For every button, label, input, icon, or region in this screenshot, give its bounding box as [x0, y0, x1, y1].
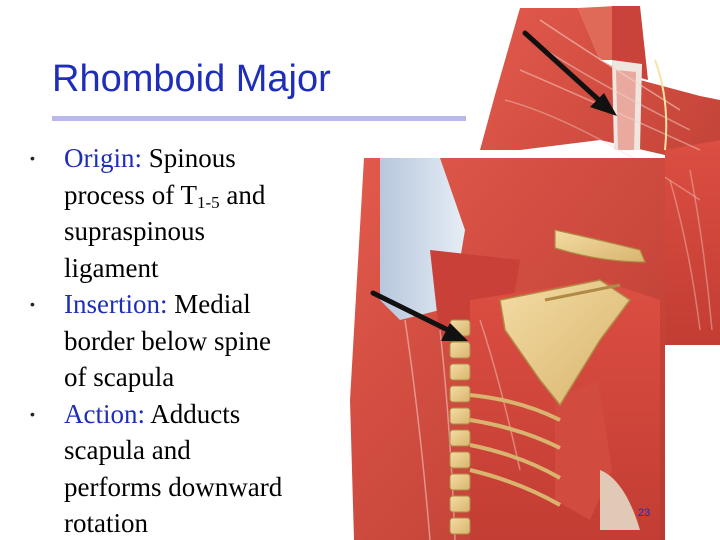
bullet-dot-icon: • [30, 296, 35, 312]
bullet-line: performs downward [64, 471, 283, 502]
vertebra-range-subscript: 1-5 [196, 192, 220, 212]
bullet-line: border below spine [64, 325, 271, 356]
bullet-line: scapula and [64, 435, 191, 465]
bullet-line [64, 140, 330, 177]
slide-title: Rhomboid Major [52, 58, 331, 100]
bullet-origin [30, 140, 330, 286]
page-number: 23 [638, 507, 651, 519]
term-label: Action: [64, 398, 145, 429]
title-underline [52, 116, 466, 121]
bullet-text: process of T [64, 179, 197, 210]
bullet-text: Medial [167, 289, 251, 319]
bullet-text: and [219, 179, 266, 210]
bullet-line [64, 396, 330, 433]
bullet-line: rotation [64, 508, 148, 538]
bullet-line: ligament [64, 252, 159, 283]
bullet-line [64, 286, 330, 323]
bullet-line: of scapula [64, 362, 175, 392]
term-label: Insertion: [64, 289, 168, 319]
bullet-dot-icon: • [30, 405, 35, 422]
rhomboid-illustration [350, 158, 665, 540]
bullet-line [64, 177, 330, 214]
bullet-action [30, 396, 330, 540]
bullet-list [30, 140, 330, 540]
bullet-insertion [30, 286, 330, 396]
bullet-text: Adducts [145, 398, 241, 429]
bullet-dot-icon: • [30, 150, 35, 166]
bullet-text: Spinous [142, 143, 236, 173]
bullet-line: supraspinous [64, 216, 205, 246]
term-label: Origin: [64, 143, 142, 173]
